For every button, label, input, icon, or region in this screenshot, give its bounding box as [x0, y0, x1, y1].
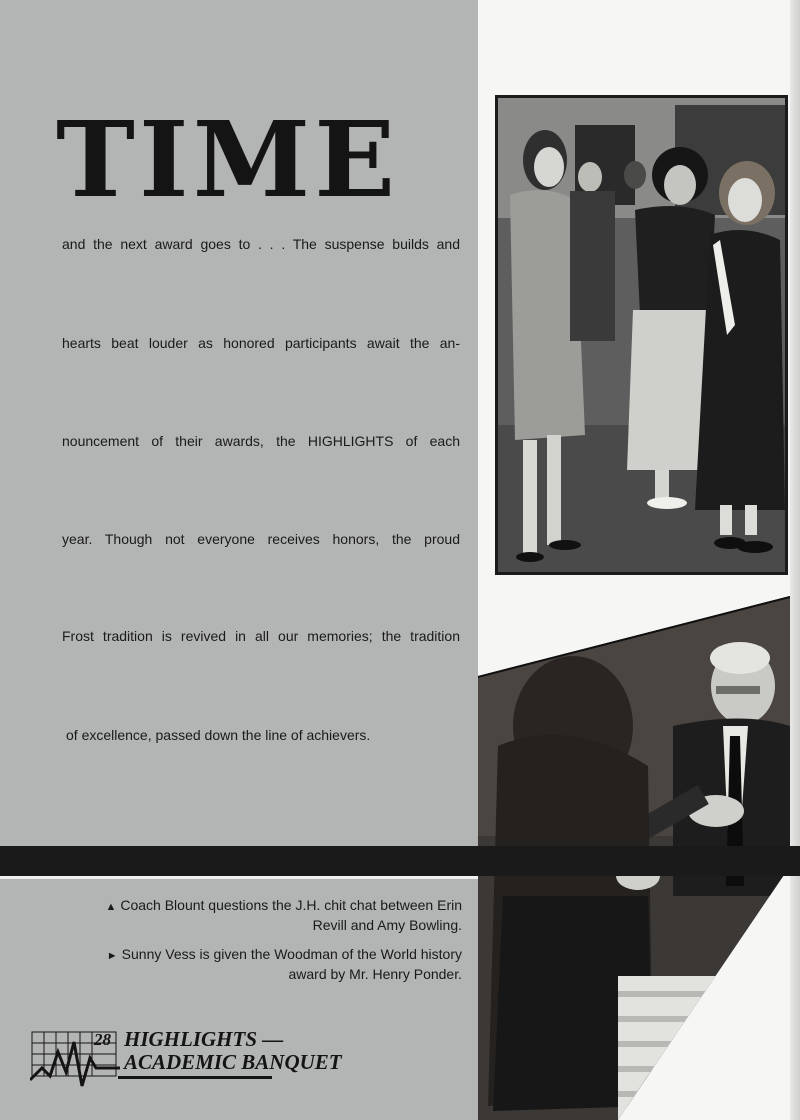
- page-binding-edge: [790, 0, 800, 1120]
- white-rule: [0, 876, 478, 879]
- banquet-photo-women: [495, 95, 788, 575]
- section-title-line: ACADEMIC BANQUET: [124, 1050, 342, 1074]
- body-text-line: Frost tradition is revived in all our memories; the tradition: [62, 628, 460, 644]
- footer-logo: [30, 1028, 120, 1088]
- caption-line: Sunny Vess is given the Woodman of the World history: [121, 946, 462, 962]
- caption-line: Coach Blount questions the J.H. chit chat between Erin: [120, 897, 462, 913]
- section-title: [124, 1028, 342, 1074]
- caption-top-photo: [42, 896, 462, 934]
- page-number: 28: [94, 1030, 111, 1049]
- up-triangle-icon: ▲: [105, 901, 117, 913]
- body-text-line: year. Though not everyone receives honors, the proud: [62, 531, 460, 547]
- right-triangle-icon: ►: [106, 950, 118, 962]
- body-text-line: and the next award goes to . . . The suspense builds and: [62, 236, 460, 252]
- black-divider-band: [0, 846, 800, 876]
- section-title-line: HIGHLIGHTS —: [124, 1027, 284, 1051]
- body-text-line: of excellence, passed down the line of achievers.: [66, 727, 371, 743]
- caption-bottom-photo: [42, 945, 462, 983]
- body-text-line: hearts beat louder as honored participants await the an-: [62, 335, 460, 351]
- caption-line: Revill and Amy Bowling.: [312, 917, 462, 933]
- body-text-line: nouncement of their awards, the HIGHLIGHTS of each: [62, 433, 460, 449]
- section-underline: [118, 1076, 272, 1079]
- page-title: TIME: [56, 98, 400, 221]
- caption-line: award by Mr. Henry Ponder.: [288, 966, 462, 982]
